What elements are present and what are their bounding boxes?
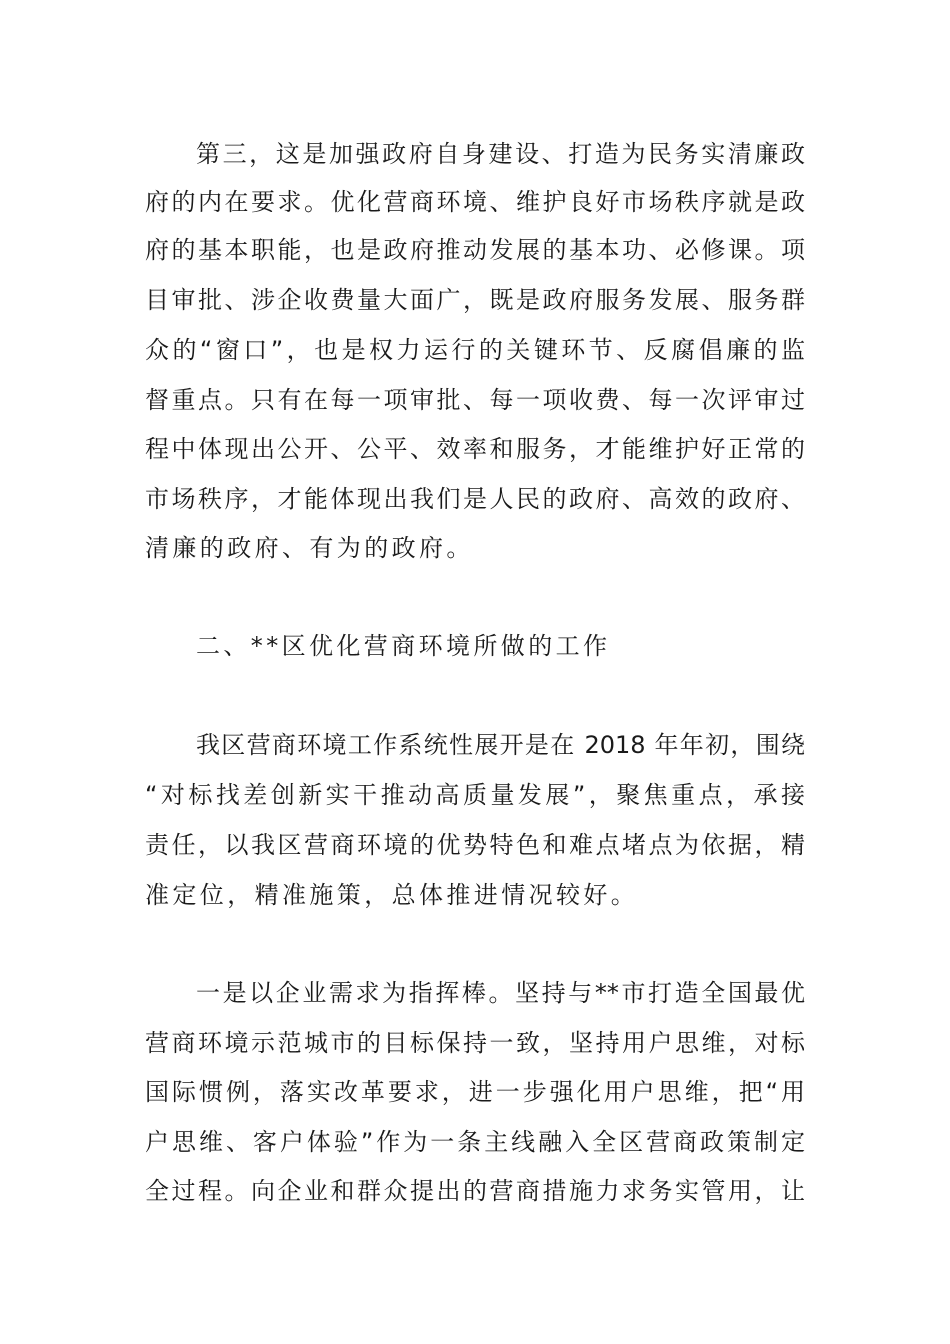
paragraph-2-line-1: 我区营商环境工作系统性展开是在 2018 年年初，围绕	[196, 731, 805, 759]
paragraph-2-line-2: “对标找差创新实干推动高质量发展”，聚焦重点，承接	[145, 781, 805, 809]
paragraph-2-line-3: 责任，以我区营商环境的优势特色和难点堵点为依据，精	[145, 831, 805, 859]
paragraph-3-line-2: 营商环境示范城市的目标保持一致，坚持用户思维，对标	[145, 1029, 805, 1057]
paragraph-2-line-4: 准定位，精准施策，总体推进情况较好。	[145, 881, 639, 909]
paragraph-1-line-9: 清廉的政府、有为的政府。	[145, 534, 474, 562]
paragraph-3-line-4: 户思维、客户体验”作为一条主线融入全区营商政策制定	[145, 1128, 805, 1156]
paragraph-1-line-1: 第三，这是加强政府自身建设、打造为民务实清廉政	[196, 140, 805, 168]
paragraph-1-line-4: 目审批、涉企收费量大面广，既是政府服务发展、服务群	[145, 286, 805, 314]
paragraph-3-line-3: 国际惯例，落实改革要求，进一步强化用户思维，把“用	[145, 1078, 805, 1106]
paragraph-1-line-6: 督重点。只有在每一项审批、每一项收费、每一次评审过	[145, 386, 805, 414]
paragraph-1-line-7: 程中体现出公开、公平、效率和服务，才能维护好正常的	[145, 435, 805, 463]
paragraph-1-line-8: 市场秩序，才能体现出我们是人民的政府、高效的政府、	[145, 485, 805, 513]
paragraph-1-line-5: 众的“窗口”，也是权力运行的关键环节、反腐倡廉的监	[145, 336, 805, 364]
paragraph-1-line-2: 府的内在要求。优化营商环境、维护良好市场秩序就是政	[145, 188, 805, 216]
paragraph-1-line-3: 府的基本职能，也是政府推动发展的基本功、必修课。项	[145, 236, 805, 264]
paragraph-3-line-5: 全过程。向企业和群众提出的营商措施力求务实管用，让	[145, 1177, 805, 1205]
section-heading: 二、**区优化营商环境所做的工作	[196, 632, 611, 660]
paragraph-3-line-1: 一是以企业需求为指挥棒。坚持与**市打造全国最优	[196, 979, 805, 1007]
